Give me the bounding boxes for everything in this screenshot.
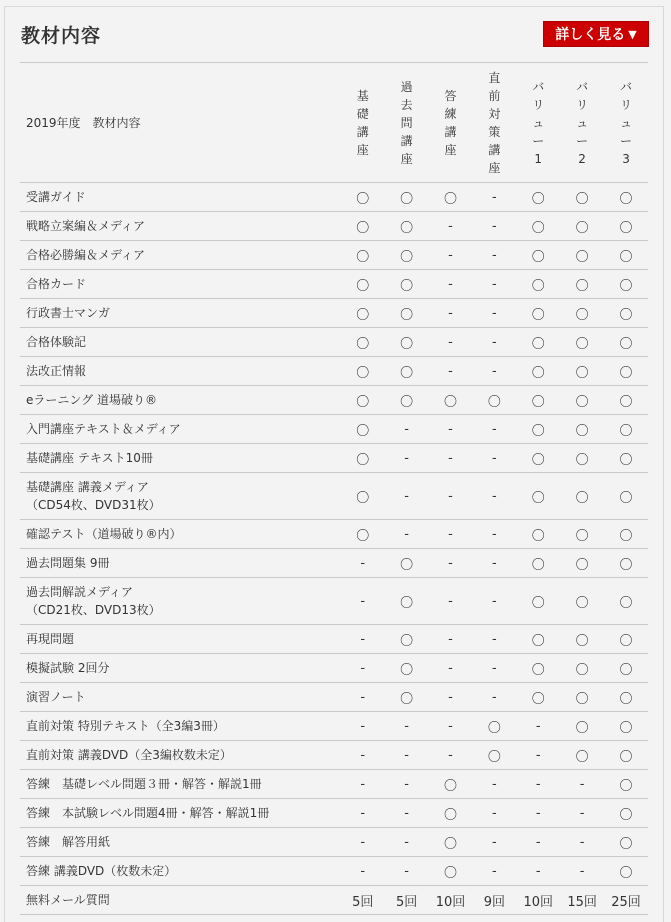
availability-cell: 〇 <box>385 683 429 712</box>
availability-cell: 〇 <box>604 520 648 549</box>
availability-cell: 〇 <box>472 741 516 770</box>
table-row <box>20 183 648 212</box>
availability-cell: - <box>472 828 516 857</box>
table-row <box>20 444 648 473</box>
availability-cell: - <box>516 828 560 857</box>
availability-cell: - <box>472 183 516 212</box>
triangle-down-icon: ▼ <box>628 27 637 41</box>
availability-cell: - <box>341 578 385 625</box>
availability-cell: 〇 <box>429 828 473 857</box>
availability-cell: 〇 <box>604 712 648 741</box>
availability-cell: 〇 <box>341 270 385 299</box>
availability-cell: 〇 <box>560 270 604 299</box>
availability-cell: 〇 <box>516 520 560 549</box>
availability-cell: 〇 <box>429 183 473 212</box>
table-row <box>20 654 648 683</box>
table-row <box>20 520 648 549</box>
availability-cell: - <box>472 625 516 654</box>
table-row <box>20 212 648 241</box>
availability-cell: - <box>516 741 560 770</box>
table-row <box>20 712 648 741</box>
availability-cell: 〇 <box>560 415 604 444</box>
column-header <box>385 63 429 183</box>
availability-cell: 〇 <box>341 183 385 212</box>
availability-cell: - <box>472 473 516 520</box>
table-row <box>20 270 648 299</box>
availability-cell: - <box>341 828 385 857</box>
material-name: eラーニング 道場破り® <box>20 386 341 415</box>
material-name: 直前対策 特別テキスト（全3編3冊） <box>20 712 341 741</box>
availability-cell: - <box>560 828 604 857</box>
availability-cell: - <box>429 473 473 520</box>
availability-cell: - <box>429 212 473 241</box>
availability-cell: 〇 <box>516 473 560 520</box>
availability-cell: 〇 <box>385 357 429 386</box>
materials-table <box>20 62 648 915</box>
material-name: 合格必勝編＆メディア <box>20 241 341 270</box>
availability-cell: 〇 <box>560 578 604 625</box>
details-button-label: 詳しく見る <box>555 27 626 43</box>
material-name: 確認テスト（道場破り®内） <box>20 520 341 549</box>
column-header-label: 基礎講座 <box>356 88 369 157</box>
availability-cell: 〇 <box>604 328 648 357</box>
availability-cell: 〇 <box>516 415 560 444</box>
column-header-label: 直前対策講座 <box>488 70 501 175</box>
table-row <box>20 741 648 770</box>
availability-cell: 〇 <box>429 799 473 828</box>
availability-cell: - <box>429 712 473 741</box>
availability-cell: - <box>516 712 560 741</box>
availability-cell: 〇 <box>385 183 429 212</box>
table-row <box>20 625 648 654</box>
availability-cell: 5回 <box>385 886 429 915</box>
availability-cell: - <box>341 683 385 712</box>
availability-cell: - <box>472 578 516 625</box>
material-name: 行政書士マンガ <box>20 299 341 328</box>
availability-cell: - <box>385 415 429 444</box>
availability-cell: 〇 <box>429 857 473 886</box>
availability-cell: 〇 <box>429 770 473 799</box>
availability-cell: 5回 <box>341 886 385 915</box>
material-name: 基礎講座 テキスト10冊 <box>20 444 341 473</box>
column-header-label: バリュー1 <box>532 79 545 166</box>
availability-cell: 〇 <box>385 328 429 357</box>
availability-cell: - <box>385 770 429 799</box>
table-row <box>20 386 648 415</box>
availability-cell: - <box>429 741 473 770</box>
column-header-label: 過去問講座 <box>400 79 413 166</box>
availability-cell: - <box>429 444 473 473</box>
availability-cell: 〇 <box>516 625 560 654</box>
availability-cell: - <box>341 857 385 886</box>
availability-cell: 〇 <box>516 549 560 578</box>
table-corner-label: 2019年度 教材内容 <box>20 63 341 183</box>
availability-cell: - <box>472 654 516 683</box>
availability-cell: 〇 <box>604 857 648 886</box>
availability-cell: 〇 <box>516 444 560 473</box>
availability-cell: 〇 <box>604 683 648 712</box>
availability-cell: - <box>341 654 385 683</box>
material-name: 過去問題集 9冊 <box>20 549 341 578</box>
column-header <box>429 63 473 183</box>
material-name: 合格体験記 <box>20 328 341 357</box>
availability-cell: 〇 <box>516 683 560 712</box>
availability-cell: 〇 <box>516 357 560 386</box>
availability-cell: 〇 <box>341 473 385 520</box>
availability-cell: 〇 <box>560 712 604 741</box>
availability-cell: 〇 <box>560 473 604 520</box>
availability-cell: - <box>385 520 429 549</box>
availability-cell: - <box>516 799 560 828</box>
availability-cell: 〇 <box>385 212 429 241</box>
availability-cell: 〇 <box>604 799 648 828</box>
availability-cell: 10回 <box>429 886 473 915</box>
table-row <box>20 857 648 886</box>
availability-cell: - <box>429 328 473 357</box>
availability-cell: 〇 <box>604 299 648 328</box>
table-row <box>20 886 648 915</box>
availability-cell: - <box>472 770 516 799</box>
availability-cell: - <box>429 415 473 444</box>
column-header-label: バリュー2 <box>576 79 589 166</box>
table-row <box>20 473 648 520</box>
availability-cell: 〇 <box>516 328 560 357</box>
table-row <box>20 357 648 386</box>
availability-cell: 〇 <box>604 212 648 241</box>
availability-cell: 〇 <box>516 241 560 270</box>
table-row <box>20 415 648 444</box>
material-name: 模擬試験 2回分 <box>20 654 341 683</box>
availability-cell: - <box>341 741 385 770</box>
availability-cell: 25回 <box>604 886 648 915</box>
material-name: 入門講座テキスト＆メディア <box>20 415 341 444</box>
availability-cell: 〇 <box>341 328 385 357</box>
material-name: 演習ノート <box>20 683 341 712</box>
material-name: 答練 講義DVD（枚数未定） <box>20 857 341 886</box>
availability-cell: - <box>385 799 429 828</box>
column-header <box>516 63 560 183</box>
availability-cell: 〇 <box>604 183 648 212</box>
availability-cell: 〇 <box>516 212 560 241</box>
table-row <box>20 241 648 270</box>
availability-cell: 〇 <box>560 444 604 473</box>
column-header-label: バリュー3 <box>620 79 633 166</box>
column-header-label: 答練講座 <box>444 88 457 157</box>
availability-cell: 〇 <box>604 241 648 270</box>
availability-cell: 〇 <box>560 520 604 549</box>
material-name: 過去問解説メディア （CD21枚、DVD13枚） <box>20 578 341 625</box>
material-name: 直前対策 講義DVD（全3編枚数未定） <box>20 741 341 770</box>
availability-cell: 〇 <box>560 328 604 357</box>
availability-cell: 〇 <box>604 473 648 520</box>
availability-cell: 〇 <box>560 683 604 712</box>
availability-cell: 〇 <box>604 770 648 799</box>
availability-cell: - <box>472 328 516 357</box>
availability-cell: - <box>429 299 473 328</box>
availability-cell: 15回 <box>560 886 604 915</box>
availability-cell: 〇 <box>341 357 385 386</box>
availability-cell: 〇 <box>472 712 516 741</box>
availability-cell: 〇 <box>516 270 560 299</box>
availability-cell: - <box>472 683 516 712</box>
availability-cell: 〇 <box>516 386 560 415</box>
availability-cell: - <box>385 857 429 886</box>
availability-cell: 〇 <box>560 212 604 241</box>
availability-cell: 〇 <box>604 578 648 625</box>
column-header <box>472 63 516 183</box>
availability-cell: - <box>429 520 473 549</box>
availability-cell: 〇 <box>560 357 604 386</box>
availability-cell: 〇 <box>604 386 648 415</box>
availability-cell: - <box>560 770 604 799</box>
page-title: 教材内容 <box>21 25 102 47</box>
availability-cell: - <box>472 857 516 886</box>
availability-cell: 10回 <box>516 886 560 915</box>
availability-cell: 〇 <box>604 270 648 299</box>
availability-cell: - <box>429 625 473 654</box>
table-row <box>20 799 648 828</box>
availability-cell: 〇 <box>560 654 604 683</box>
materials-panel <box>4 6 664 922</box>
availability-cell: - <box>385 828 429 857</box>
availability-cell: 〇 <box>341 386 385 415</box>
availability-cell: 〇 <box>385 654 429 683</box>
availability-cell: 〇 <box>604 654 648 683</box>
availability-cell: 〇 <box>385 549 429 578</box>
availability-cell: - <box>472 241 516 270</box>
availability-cell: 〇 <box>560 183 604 212</box>
material-name: 答練 基礎レベル問題３冊・解答・解説1冊 <box>20 770 341 799</box>
availability-cell: 〇 <box>429 386 473 415</box>
availability-cell: 〇 <box>604 625 648 654</box>
availability-cell: 〇 <box>560 241 604 270</box>
availability-cell: - <box>385 741 429 770</box>
availability-cell: 〇 <box>341 241 385 270</box>
availability-cell: - <box>385 473 429 520</box>
availability-cell: 〇 <box>472 386 516 415</box>
table-row <box>20 828 648 857</box>
table-row <box>20 578 648 625</box>
availability-cell: - <box>472 270 516 299</box>
availability-cell: - <box>516 857 560 886</box>
availability-cell: - <box>385 444 429 473</box>
material-name: 受講ガイド <box>20 183 341 212</box>
availability-cell: 〇 <box>516 183 560 212</box>
availability-cell: 〇 <box>516 654 560 683</box>
material-name: 答練 解答用紙 <box>20 828 341 857</box>
availability-cell: - <box>429 357 473 386</box>
table-row <box>20 770 648 799</box>
availability-cell: 〇 <box>604 415 648 444</box>
table-row <box>20 549 648 578</box>
details-button[interactable] <box>543 21 649 47</box>
availability-cell: - <box>472 549 516 578</box>
table-row <box>20 328 648 357</box>
availability-cell: 〇 <box>604 444 648 473</box>
availability-cell: 〇 <box>385 578 429 625</box>
availability-cell: 〇 <box>560 741 604 770</box>
availability-cell: 〇 <box>560 386 604 415</box>
availability-cell: 〇 <box>385 299 429 328</box>
material-name: 基礎講座 講義メディア （CD54枚、DVD31枚） <box>20 473 341 520</box>
availability-cell: 〇 <box>341 444 385 473</box>
availability-cell: 〇 <box>341 212 385 241</box>
availability-cell: 〇 <box>385 241 429 270</box>
table-row <box>20 299 648 328</box>
availability-cell: 〇 <box>560 549 604 578</box>
availability-cell: 〇 <box>560 299 604 328</box>
availability-cell: 〇 <box>341 415 385 444</box>
availability-cell: - <box>560 799 604 828</box>
availability-cell: - <box>516 770 560 799</box>
availability-cell: - <box>472 299 516 328</box>
availability-cell: - <box>429 270 473 299</box>
material-name: 合格カード <box>20 270 341 299</box>
availability-cell: - <box>429 654 473 683</box>
availability-cell: 〇 <box>385 386 429 415</box>
availability-cell: - <box>472 520 516 549</box>
material-name: 法改正情報 <box>20 357 341 386</box>
availability-cell: - <box>560 857 604 886</box>
availability-cell: 〇 <box>560 625 604 654</box>
availability-cell: - <box>429 578 473 625</box>
availability-cell: - <box>472 357 516 386</box>
availability-cell: - <box>472 799 516 828</box>
material-name: 戦略立案編＆メディア <box>20 212 341 241</box>
availability-cell: 〇 <box>385 270 429 299</box>
availability-cell: 〇 <box>516 299 560 328</box>
availability-cell: 〇 <box>604 828 648 857</box>
availability-cell: 〇 <box>341 520 385 549</box>
availability-cell: - <box>341 712 385 741</box>
material-name: 無料メール質問 <box>20 886 341 915</box>
availability-cell: - <box>472 212 516 241</box>
column-header <box>604 63 648 183</box>
availability-cell: 〇 <box>604 357 648 386</box>
availability-cell: - <box>341 799 385 828</box>
availability-cell: - <box>429 241 473 270</box>
availability-cell: 〇 <box>604 549 648 578</box>
column-header <box>560 63 604 183</box>
availability-cell: - <box>341 625 385 654</box>
availability-cell: - <box>385 712 429 741</box>
availability-cell: 〇 <box>516 578 560 625</box>
availability-cell: - <box>341 549 385 578</box>
material-name: 再現問題 <box>20 625 341 654</box>
availability-cell: - <box>472 415 516 444</box>
table-header-row <box>20 63 648 183</box>
availability-cell: 〇 <box>604 741 648 770</box>
table-row <box>20 683 648 712</box>
column-header <box>341 63 385 183</box>
availability-cell: - <box>429 549 473 578</box>
availability-cell: 〇 <box>385 625 429 654</box>
material-name: 答練 本試験レベル問題4冊・解答・解説1冊 <box>20 799 341 828</box>
availability-cell: 〇 <box>341 299 385 328</box>
availability-cell: - <box>472 444 516 473</box>
availability-cell: - <box>429 683 473 712</box>
availability-cell: - <box>341 770 385 799</box>
availability-cell: 9回 <box>472 886 516 915</box>
